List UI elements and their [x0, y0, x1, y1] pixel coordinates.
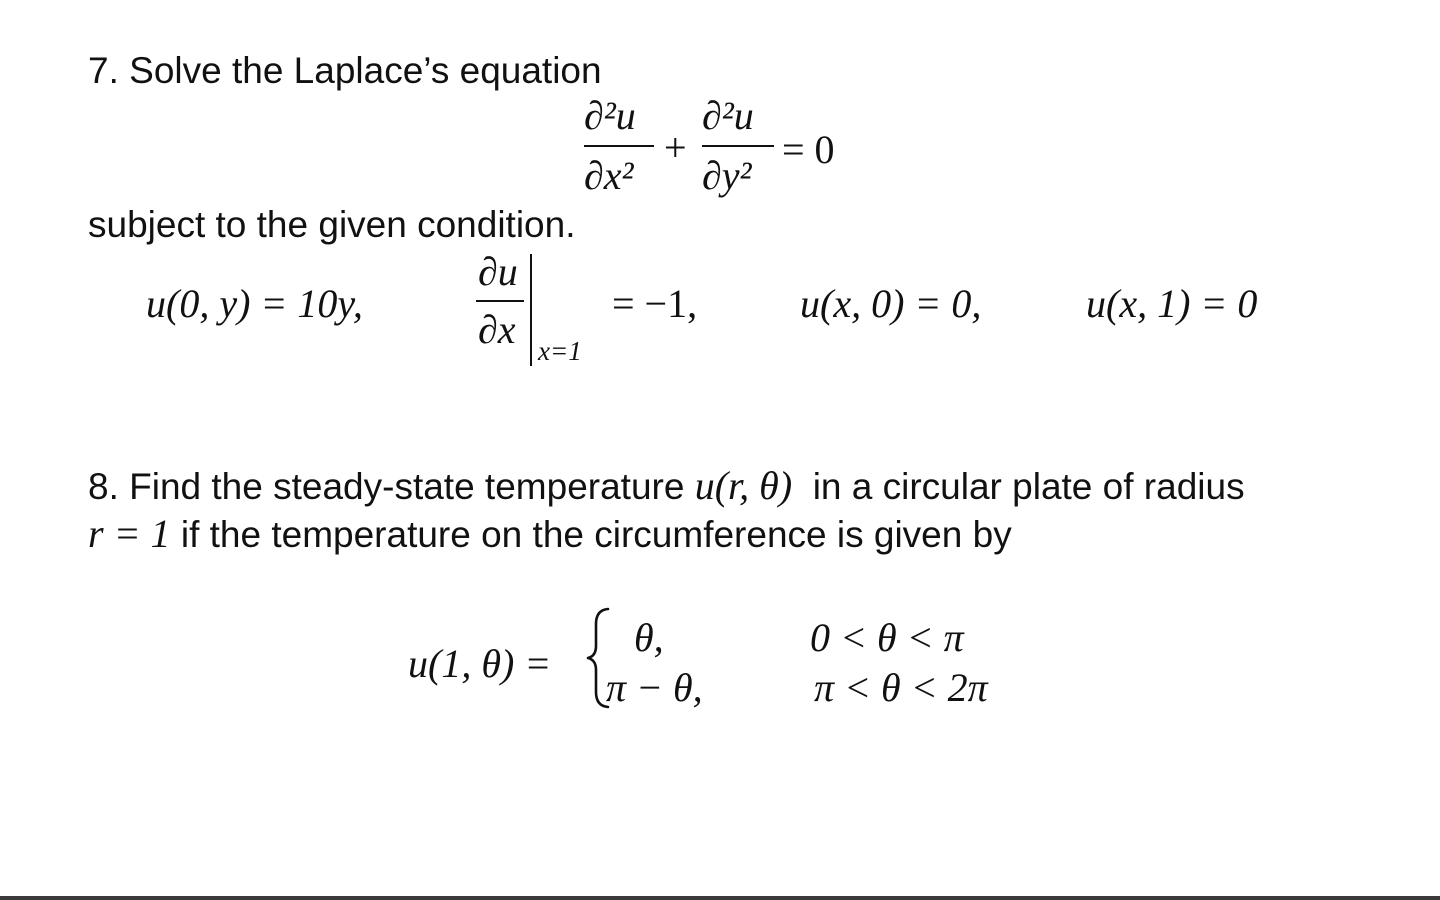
laplace-numerator-left: ∂²u	[584, 93, 636, 138]
laplace-plus-sign: +	[664, 125, 687, 170]
condition-du-fraction-bar	[476, 300, 524, 302]
condition-u-x-0: u(x, 0) = 0,	[800, 281, 982, 326]
laplace-denominator-left: ∂x²	[584, 153, 634, 198]
laplace-fraction-bar-right	[702, 145, 774, 147]
problem-8-line1-suffix: in a circular plate of radius	[812, 466, 1245, 507]
condition-dx-denominator: ∂x	[478, 307, 516, 352]
case-2-condition: π < θ < 2π	[814, 665, 988, 710]
subject-to-text: subject to the given condition.	[88, 204, 576, 245]
condition-u-x-1: u(x, 1) = 0	[1086, 281, 1258, 326]
case-2-value: π − θ,	[606, 665, 703, 710]
laplace-numerator-right: ∂²u	[702, 93, 754, 138]
laplace-denominator-right: ∂y²	[702, 153, 752, 198]
problem-8-line-1	[88, 463, 1245, 508]
laplace-fraction-bar-left	[584, 145, 654, 147]
condition-du-numerator: ∂u	[478, 249, 518, 294]
bottom-border	[0, 896, 1440, 900]
problem-8-prefix: 8. Find the steady-state temperature	[88, 466, 695, 507]
evaluation-bar	[530, 254, 532, 366]
case-1-condition: 0 < θ < π	[810, 615, 964, 660]
problem-8-line2-suffix: if the temperature on the circumference is given by	[180, 514, 1012, 555]
piecewise-lhs: u(1, θ) =	[408, 641, 552, 686]
problem-7-heading: 7. Solve the Laplace’s equation	[88, 50, 602, 91]
problem-8-line-2	[88, 511, 1012, 556]
problem-8-r-equals-1: r = 1	[88, 511, 171, 556]
condition-equals-minus-one: = −1,	[612, 281, 698, 326]
condition-subscript-x-1: x=1	[538, 336, 582, 366]
laplace-equals-zero: = 0	[782, 127, 835, 172]
case-1-value: θ,	[634, 615, 664, 660]
condition-u-0-y: u(0, y) = 10y,	[146, 281, 363, 326]
problem-8-u-r-theta: u(r, θ)	[694, 463, 793, 508]
